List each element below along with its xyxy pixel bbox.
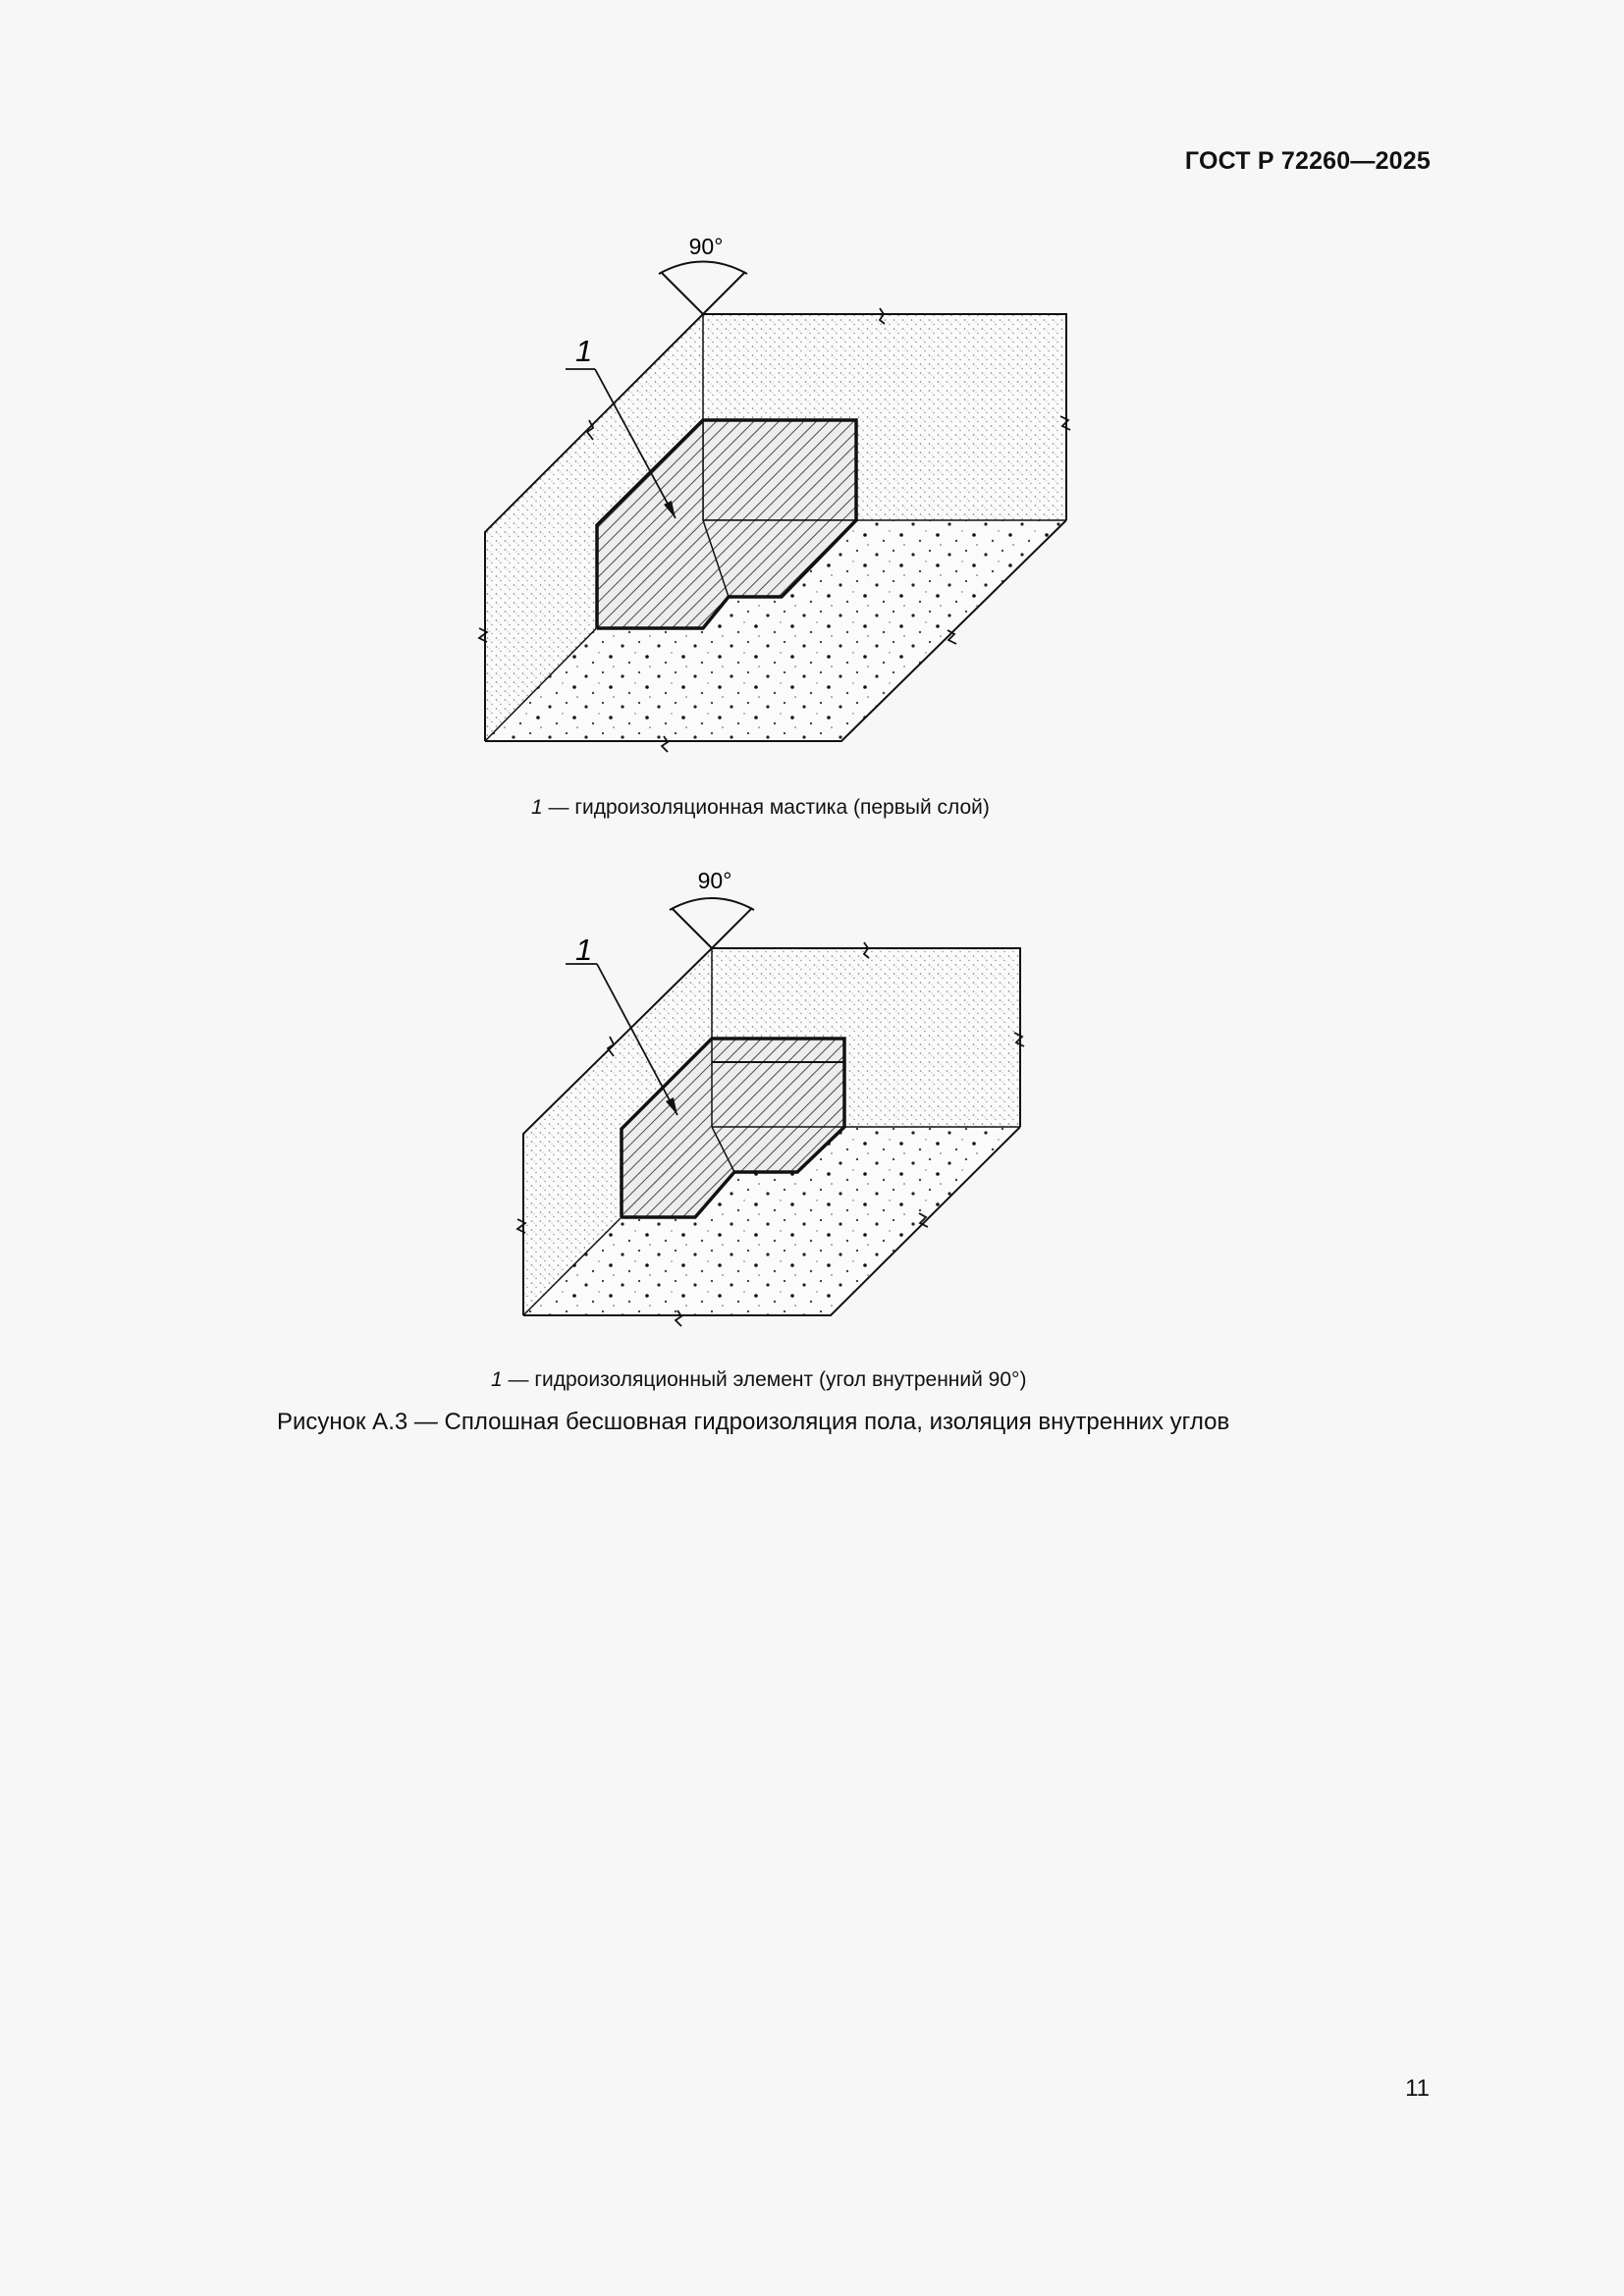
- figure-bottom-callout-number: 1: [575, 933, 593, 967]
- page-number: 11: [1405, 2075, 1430, 2102]
- figure-bottom-legend-number: 1: [491, 1368, 503, 1391]
- figure-bottom-drawing: [517, 868, 1024, 1326]
- document-id: ГОСТ Р 72260—2025: [1184, 147, 1431, 175]
- figure-bottom-legend: [491, 1368, 1026, 1392]
- figure-caption: Рисунок А.3 — Сплошная бесшовная гидроизоляция пола, изоляция внутренних углов: [277, 1409, 1230, 1435]
- figure-top-legend-text: — гидроизоляционная мастика (первый слой): [542, 796, 990, 819]
- figure-top-legend: [531, 796, 990, 820]
- figure-top-callout-number: 1: [575, 334, 593, 368]
- figure-top-angle-label: 90°: [688, 234, 724, 259]
- figure-bottom-legend-text: — гидроизоляционный элемент (угол внутренний 90°): [502, 1368, 1027, 1391]
- figure-bottom-angle-label: 90°: [697, 868, 732, 893]
- figure-top-drawing: [479, 234, 1070, 752]
- figure-top-legend-number: 1: [531, 796, 543, 819]
